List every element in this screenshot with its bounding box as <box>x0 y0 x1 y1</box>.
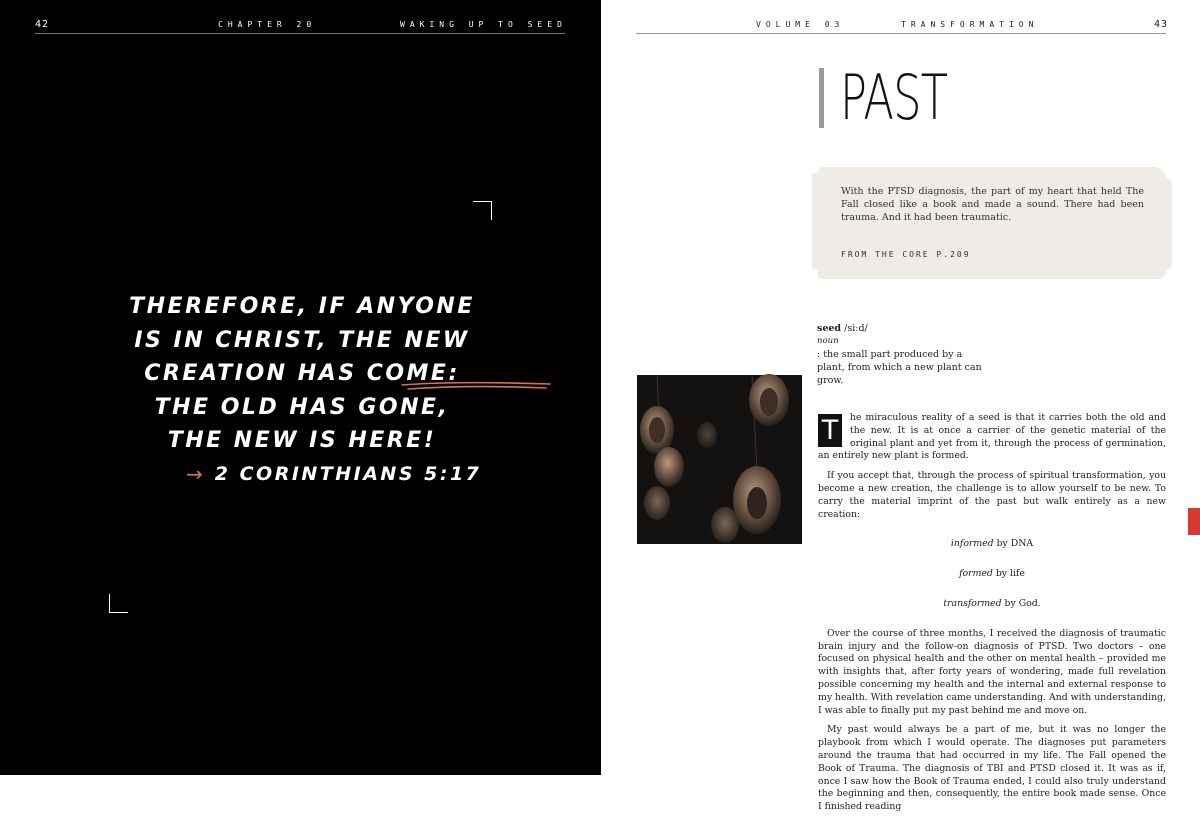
seed-pods-image <box>637 375 802 544</box>
seed-definition <box>817 322 987 387</box>
pull-quote-text: With the PTSD diagnosis, the part of my heart that held The Fall closed like a book and made a sound. There had been trauma. And it had been traumatic. <box>841 186 1144 223</box>
page-title: PAST <box>840 61 948 134</box>
seed-pods-photo <box>637 375 802 544</box>
quote-text-start: THEREFORE, IF ANYONE IS IN CHRIST, THE <box>129 294 475 353</box>
drop-cap: T <box>818 414 842 447</box>
transformation-header: TRANSFORMATION <box>901 20 1039 29</box>
scripture-reference <box>186 461 481 487</box>
page-number-left: 42 <box>35 19 50 30</box>
arrow-right-icon: → <box>186 462 203 486</box>
life-line: formed by life <box>959 568 1025 580</box>
quote-highlight: NEW CREATION <box>144 328 469 387</box>
body-paragraph-1: T he miraculous reality of a seed is that it carries both the old and the new. It is at once a carrier of the genetic material of the original plant and yet from it, through the process of germination, an entirely new plant is formed. <box>818 412 1166 462</box>
page-number-right: 43 <box>1154 19 1169 30</box>
dna-line: informed by DNA <box>950 538 1034 550</box>
title-accent-bar <box>819 68 824 128</box>
corner-mark-bottom-left <box>109 594 128 613</box>
pull-quote-source: FROM THE CORE P.209 <box>841 250 971 259</box>
body-paragraph-2: If you accept that, through the process of spiritual transformation, you become a new creation, the challenge is to allow yourself to be new. To carry the material imprint of the past but walk entirely as a new creation: <box>818 470 1166 520</box>
body-text <box>818 412 1166 821</box>
reference-text: 2 CORINTHIANS 5:17 <box>214 463 482 485</box>
corner-mark-top-right <box>473 201 492 220</box>
god-line: transformed by God. <box>943 597 1041 609</box>
header-rule <box>35 33 565 34</box>
underline-stroke <box>400 380 552 392</box>
quote-text-end: HAS COME: THE OLD HAS GONE, THE NEW IS HERE! <box>154 361 460 453</box>
body-paragraph-4: My past would always be a part of me, but it was no longer the playbook from which I would operate. The diagnoses put parameters around the trauma that had occurred in my life. The Fall opened the Book of Trauma. The diagnosis of TBI and PTSD closed it. It was as if, once I saw how the Book of Trauma ended, I could also truly understand the beginning and then, consequently, the entire book made sense. Once I finished reading <box>818 724 1166 813</box>
chapter-header: CHAPTER 20 <box>218 20 317 29</box>
volume-header: VOLUME 03 <box>756 20 845 29</box>
body-paragraph-3: Over the course of three months, I received the diagnosis of traumatic brain injury and the follow-on diagnosis of PTSD. Two doctors – one focused on physical health and the other on mental health – provided me with insights that, after forty years of wondering, made full revelation possible concerning my health and the internal and external response to my health. With revelation came understanding. And with understanding, I was able to finally put my past behind me and move on. <box>818 627 1166 716</box>
definition-word: seed <box>817 323 842 334</box>
header-rule-right <box>636 33 1166 34</box>
scripture-quote <box>122 290 482 458</box>
definition-part-of-speech: noun <box>817 336 839 346</box>
page-edge-tab <box>1188 508 1200 535</box>
definition-pronunciation: /siːd/ <box>844 323 868 334</box>
left-page <box>0 0 601 775</box>
definition-meaning: : the small part produced by a plant, from which a new plant can grow. <box>817 349 982 386</box>
pull-quote-box <box>818 167 1166 279</box>
right-page <box>601 0 1200 813</box>
section-header: WAKING UP TO SEED <box>400 20 567 29</box>
